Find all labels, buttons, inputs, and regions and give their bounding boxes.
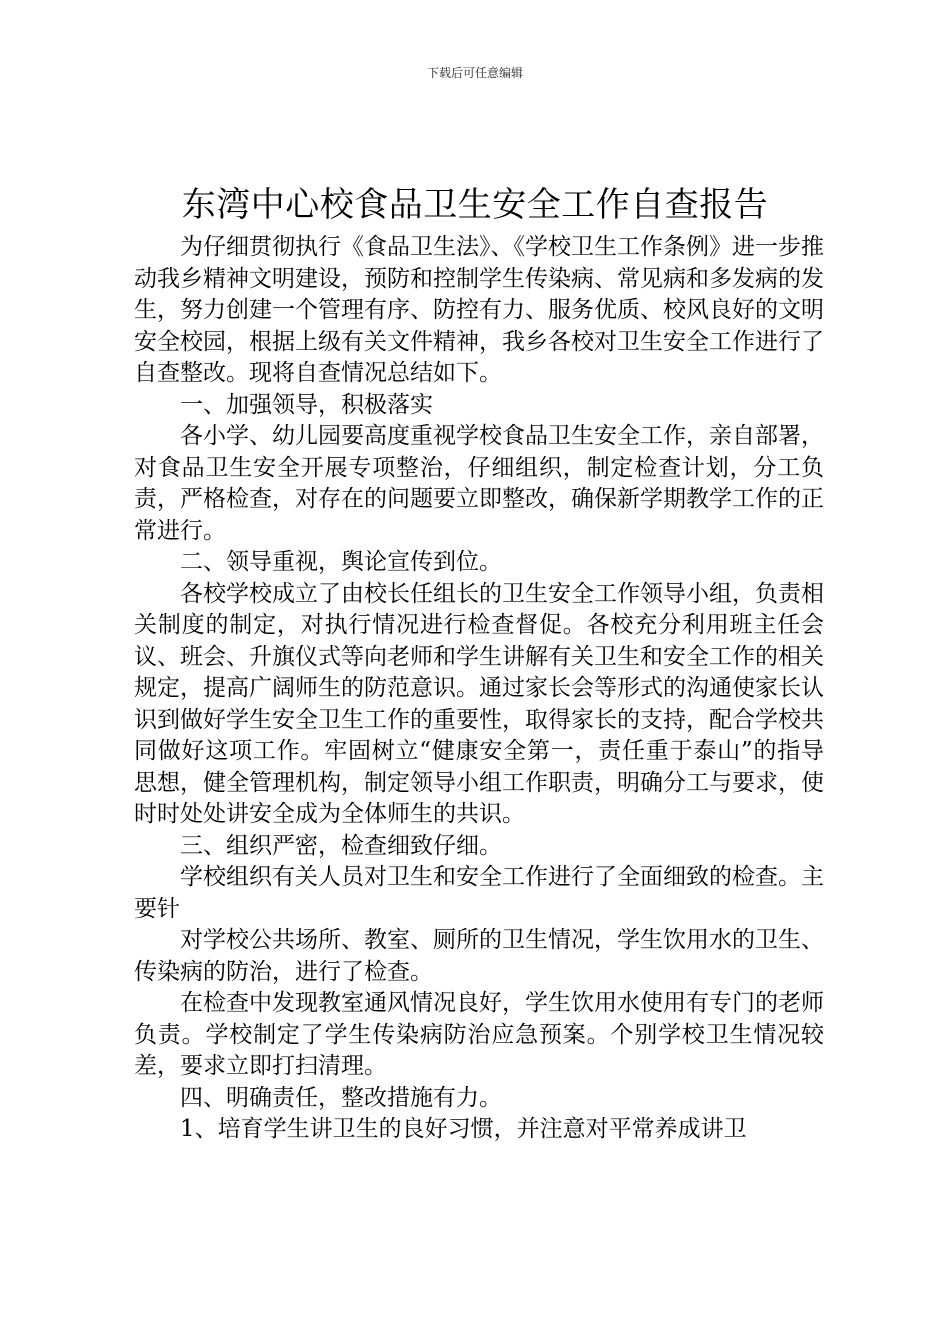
paragraph-section-3b: 对学校公共场所、教室、厕所的卫生情况，学生饮用水的卫生、传染病的防治，进行了检查。 (134, 927, 824, 985)
paragraph-section-4-item-1: 1、培育学生讲卫生的良好习惯，并注意对平常养成讲卫 (180, 1116, 747, 1142)
document-title: 东湾中心校食品卫生安全工作自查报告 (181, 185, 769, 225)
page-header-note: 下载后可任意编辑 (426, 66, 523, 80)
paragraph-section-3c: 在检查中发现教室通风情况良好，学生饮用水使用有专门的老师负责。学校制定了学生传染病防治应急预案。个别学校卫生情况较差，要求立即打扫清理。 (134, 990, 824, 1079)
paragraph-section-3a: 学校组织有关人员对卫生和安全工作进行了全面细致的检查。主要针 (134, 864, 824, 922)
paragraph-section-2: 各校学校成立了由校长任组长的卫生安全工作领导小组，负责相关制度的制定，对执行情况进行检查督促。各校充分利用班主任会议、班会、升旗仪式等向老师和学生讲解有关卫生和安全工作的相关规定，提高广阔师生的防范意识。通过家长会等形式的沟通使家长认识到做好学生安全卫生工作的重要性，取得家长的支持，配合学校共同做好这项工作。牢固树立“健康安全第一，责任重于泰山”的指导思想，健全管理机构，制定领导小组工作职责，明确分工与要求，使时时处处讲安全成为全体师生的共识。 (134, 580, 824, 827)
section-heading-1: 一、加强领导，积极落实 (180, 391, 433, 418)
section-heading-2: 二、领导重视，舆论宣传到位。 (180, 549, 502, 575)
section-heading-3: 三、组织严密，检查细致仔细。 (180, 832, 502, 859)
section-heading-4: 四、明确责任，整改措施有力。 (180, 1084, 502, 1111)
document-body (134, 232, 824, 1146)
paragraph-intro: 为仔细贯彻执行《食品卫生法》、《学校卫生工作条例》进一步推动我乡精神文明建设，预防和控制学生传染病、常见病和多发病的发生，努力创建一个管理有序、防控有力、服务优质、校风良好的文明安全校园，根据上级有关文件精神，我乡各校对卫生安全工作进行了自查整改。现将自查情况总结如下。 (134, 234, 824, 386)
paragraph-section-1: 各小学、幼儿园要高度重视学校食品卫生安全工作，亲自部署，对食品卫生安全开展专项整治，仔细组织，制定检查计划，分工负责，严格检查，对存在的问题要立即整改，确保新学期教学工作的正常进行。 (134, 423, 824, 544)
